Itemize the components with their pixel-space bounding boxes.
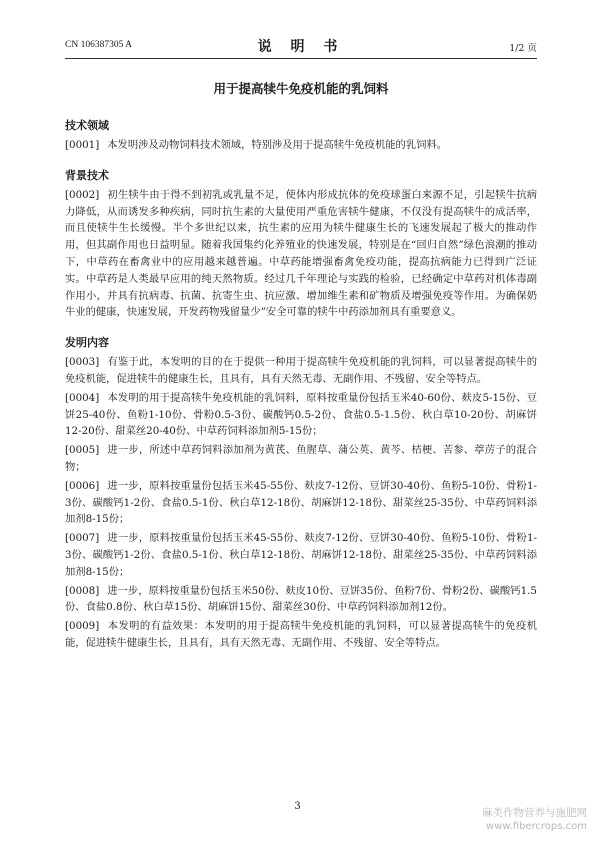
paragraph bbox=[65, 530, 537, 580]
paragraph-text: 本发明的用于提高犊牛免疫机能的乳饲料，原料按重量份包括玉米40-60份、麸皮5-15份、豆饼25-40份、鱼粉1-10份、骨粉0.5-3份、碳酸钙0.5-2份、食盐0.5-1.5份、秋白草10-20份、胡麻饼12-20份、甜菜丝20-40份、中草药饲料添加剂5-15份； bbox=[65, 391, 537, 438]
paragraph-text: 进一步，原料按重量份包括玉米45-55份、麸皮7-12份、豆饼30-40份、鱼粉5-10份、骨粉1-3份、碳酸钙1-2份、食盐0.5-1份、秋白草12-18份、胡麻饼12-18份、甜菜丝25-35份、中草药饲料添加剂8-15份； bbox=[65, 479, 537, 526]
header-page-indicator: 1/2 页 bbox=[509, 43, 537, 54]
paragraph-number: [0005] bbox=[65, 444, 100, 457]
paragraph-number: [0006] bbox=[65, 479, 100, 492]
paragraph-text: 进一步，原料按重量份包括玉米50份、麸皮10份、豆饼35份、鱼粉7份、骨粉2份、碳酸钙1.5份、食盐0.8份、秋白草15份、胡麻饼15份、甜菜丝30份、中草药饲料添加剂12份。 bbox=[65, 584, 537, 614]
paragraph-text: 初生犊牛由于得不到初乳或乳量不足，使体内形成抗体的免疫球蛋白来源不足，引起犊牛抗病力降低，从而诱发多种疾病，同时抗生素的大量使用严重危害犊牛健康，不仅没有提高犊牛的成活率，而且使犊牛生长缓慢。半个多世纪以来，抗生素的应用为犊牛健康生长的飞速发展起了极大的推动作用，但其副作用也日益明显。随着我国集约化养殖业的快速发展，特别是在“回归自然”绿色浪潮的推动下，中草药在畜禽业中的应用越来越普遍。中草药能增强畜禽免疫功能，提高抗病能力已得到广泛证实。中草药是人类最早应用的纯天然物质。经过几千年理论与实践的检验，已经确定中草药对机体毒副作用小，并具有抗病毒、抗菌、抗寄生虫、抗应激、增加维生素和矿物质及增强免疫等作用。为确保奶牛业的健康，快速发展，开发药物残留量少”安全可靠的犊牛中药添加剂具有重要意义。 bbox=[65, 188, 537, 319]
paragraph-number: [0003] bbox=[65, 356, 100, 369]
paragraph-number: [0002] bbox=[65, 188, 100, 201]
section-heading-content: 发明内容 bbox=[65, 336, 109, 350]
page-number: 3 bbox=[294, 801, 301, 812]
site-watermark bbox=[482, 807, 587, 833]
header-divider bbox=[65, 58, 537, 59]
section-heading-tech-field: 技术领域 bbox=[65, 119, 109, 132]
paragraph bbox=[65, 390, 537, 440]
paragraph bbox=[65, 137, 537, 154]
section-heading-background: 背景技术 bbox=[65, 168, 109, 182]
paragraph-number: [0007] bbox=[65, 532, 100, 545]
paragraph bbox=[65, 354, 537, 388]
paragraph-number: [0008] bbox=[65, 584, 100, 597]
paragraph bbox=[65, 618, 537, 652]
watermark-site-name: 麻类作物营养与施肥网 bbox=[482, 807, 587, 819]
paragraph-number: [0009] bbox=[65, 620, 100, 633]
page-header bbox=[65, 36, 537, 56]
paragraph bbox=[65, 478, 537, 528]
paragraph-text: 进一步，原料按重量份包括玉米45-55份、麸皮7-12份、豆饼30-40份、鱼粉5-10份、骨粉1-3份、碳酸钙1-2份、食盐0.5-1份、秋白草12-18份、胡麻饼12-18份、甜菜丝25-35份、中草药饲料添加剂8-15份； bbox=[65, 532, 537, 578]
paragraph-text: 进一步，所述中草药饲料添加剂为黄芪、鱼腥草、蒲公英、黄芩、桔梗、苦参、葶苈子的混合物； bbox=[65, 444, 537, 473]
paragraph-number: [0001] bbox=[65, 139, 100, 151]
header-title: 说 明 书 bbox=[257, 39, 345, 55]
paragraph-text: 本发明的有益效果：本发明的用于提高犊牛免疫机能的乳饲料，可以显著提高犊牛的免疫机能，促进犊牛健康生长，且具有，具有天然无毒、无副作用、不残留、安全等特点。 bbox=[65, 620, 537, 649]
paragraph-number: [0004] bbox=[65, 391, 100, 404]
document-title: 用于提高犊牛免疫机能的乳饲料 bbox=[213, 81, 389, 96]
paragraph bbox=[65, 583, 537, 617]
paragraph-text: 本发明涉及动物饲料技术领域，特别涉及用于提高犊牛免疫机能的乳饲料。 bbox=[107, 139, 448, 151]
watermark-url: www.fibercrops.com bbox=[485, 821, 587, 832]
document-body bbox=[65, 118, 537, 652]
paragraph-text: 有鉴于此，本发明的目的在于提供一种用于提高犊牛免疫机能的乳饲料，可以显著提高犊牛的免疫机能，促进犊牛的健康生长，且具有，具有天然无毒、无副作用、不残留、安全等特点。 bbox=[65, 356, 537, 385]
publication-number: CN 106387305 A bbox=[65, 40, 133, 50]
paragraph bbox=[65, 442, 537, 476]
paragraph bbox=[65, 187, 537, 321]
